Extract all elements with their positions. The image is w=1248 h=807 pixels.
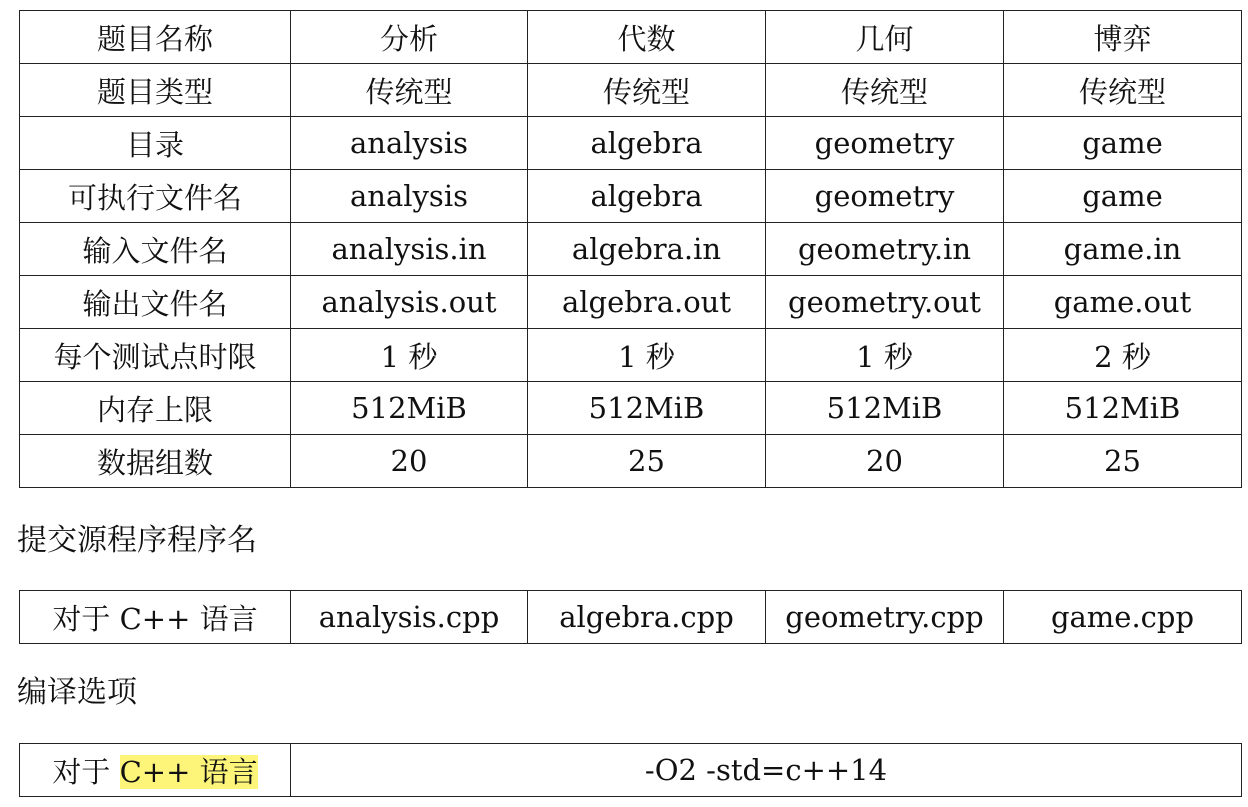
submit-filename-table	[19, 590, 1242, 644]
table-row	[20, 382, 1242, 435]
table-cell: 传统型	[291, 64, 528, 117]
table-cell: 传统型	[766, 64, 1004, 117]
table-cell: algebra.in	[528, 223, 766, 276]
table-cell: analysis.in	[291, 223, 528, 276]
problem-info-table	[19, 10, 1242, 488]
table-cell: algebra.out	[528, 276, 766, 329]
highlighted-language: C++ 语言	[119, 754, 258, 789]
compile-language-label	[20, 744, 291, 797]
table-cell: analysis.out	[291, 276, 528, 329]
table-row	[20, 11, 1242, 64]
table-cell: 代数	[528, 11, 766, 64]
compile-heading: 编译选项	[17, 675, 137, 710]
table-cell: 传统型	[1004, 64, 1242, 117]
table-cell: game	[1004, 117, 1242, 170]
table-cell: 512MiB	[291, 382, 528, 435]
table-cell: 2 秒	[1004, 329, 1242, 382]
table-cell: 20	[291, 435, 528, 488]
row-label: 目录	[20, 117, 291, 170]
compile-options-table	[19, 743, 1242, 797]
table-cell: analysis	[291, 170, 528, 223]
table-cell: 分析	[291, 11, 528, 64]
compile-label-prefix: 对于	[52, 754, 120, 789]
table-cell: 512MiB	[1004, 382, 1242, 435]
table-cell: analysis	[291, 117, 528, 170]
table-cell: 几何	[766, 11, 1004, 64]
row-label: 可执行文件名	[20, 170, 291, 223]
table-row	[20, 64, 1242, 117]
row-label: 内存上限	[20, 382, 291, 435]
table-row	[20, 117, 1242, 170]
table-cell: 1 秒	[766, 329, 1004, 382]
table-row	[20, 329, 1242, 382]
table-row	[20, 744, 1242, 797]
row-label: 输出文件名	[20, 276, 291, 329]
table-cell: geometry	[766, 117, 1004, 170]
table-cell: geometry.out	[766, 276, 1004, 329]
submit-filename-cell: analysis.cpp	[291, 591, 528, 644]
table-cell: 512MiB	[528, 382, 766, 435]
table-cell: 25	[1004, 435, 1242, 488]
table-row	[20, 276, 1242, 329]
submit-filename-cell: geometry.cpp	[766, 591, 1004, 644]
table-row	[20, 435, 1242, 488]
submit-filename-cell: algebra.cpp	[528, 591, 766, 644]
table-cell: game	[1004, 170, 1242, 223]
table-cell: algebra	[528, 170, 766, 223]
submit-filename-cell: game.cpp	[1004, 591, 1242, 644]
compile-options-value: -O2 -std=c++14	[291, 744, 1242, 797]
row-label: 输入文件名	[20, 223, 291, 276]
problem-info-table-body	[20, 11, 1242, 488]
table-row	[20, 591, 1242, 644]
table-cell: geometry	[766, 170, 1004, 223]
table-cell: 1 秒	[528, 329, 766, 382]
table-cell: 20	[766, 435, 1004, 488]
table-row	[20, 170, 1242, 223]
table-cell: 512MiB	[766, 382, 1004, 435]
submit-language-label: 对于 C++ 语言	[20, 591, 291, 644]
table-cell: geometry.in	[766, 223, 1004, 276]
table-cell: 25	[528, 435, 766, 488]
table-cell: 博弈	[1004, 11, 1242, 64]
table-cell: 传统型	[528, 64, 766, 117]
submit-heading: 提交源程序程序名	[17, 523, 257, 558]
table-row	[20, 223, 1242, 276]
row-label: 每个测试点时限	[20, 329, 291, 382]
table-cell: game.out	[1004, 276, 1242, 329]
table-cell: 1 秒	[291, 329, 528, 382]
table-cell: game.in	[1004, 223, 1242, 276]
row-label: 数据组数	[20, 435, 291, 488]
row-label: 题目类型	[20, 64, 291, 117]
table-cell: algebra	[528, 117, 766, 170]
row-label: 题目名称	[20, 11, 291, 64]
